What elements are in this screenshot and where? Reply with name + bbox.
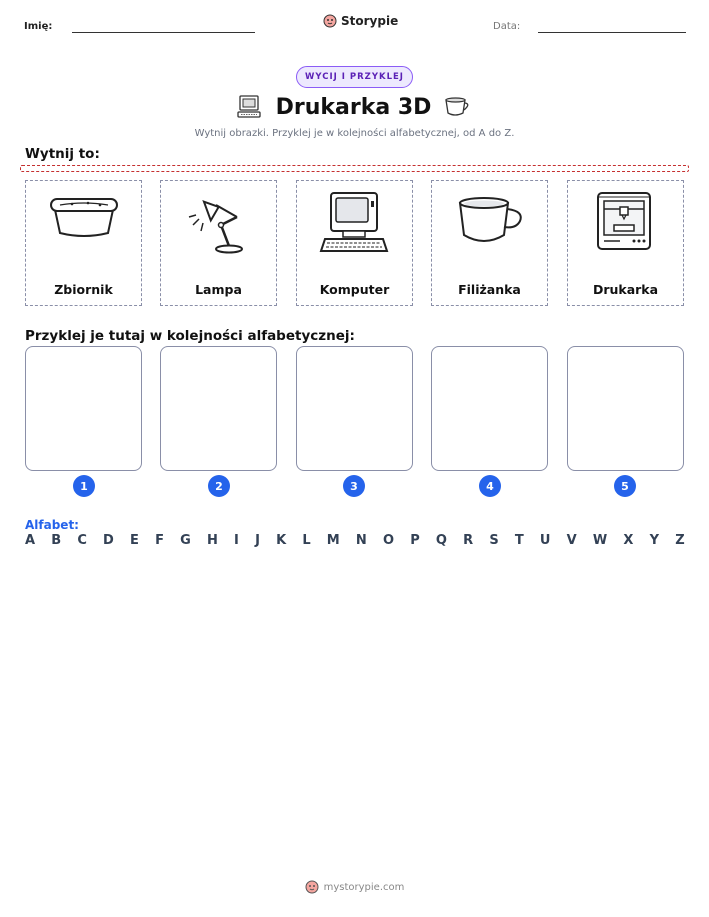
cup-small-icon <box>443 95 473 119</box>
letter: F <box>155 533 164 548</box>
storypie-mascot-icon <box>305 880 319 894</box>
date-label: Data: <box>493 21 521 32</box>
letter: O <box>382 533 395 548</box>
date-line[interactable] <box>538 32 686 33</box>
letter: X <box>623 533 634 548</box>
page-title: Drukarka 3D <box>275 94 432 120</box>
letter: V <box>566 533 577 548</box>
paste-slot-3[interactable] <box>296 346 413 471</box>
activity-badge: WYCIJ I PRZYKLEJ <box>296 66 413 88</box>
letter: Q <box>435 533 447 548</box>
letter: I <box>234 533 239 548</box>
footer-url[interactable]: mystorypie.com <box>323 881 405 893</box>
cut-heading: Wytnij to: <box>25 146 100 162</box>
cup-icon <box>454 189 526 249</box>
cut-card-komputer[interactable] <box>296 180 413 306</box>
instructions: Wytnij obrazki. Przyklej je w kolejności alfabetycznej, od A do Z. <box>194 128 515 139</box>
brand-name: Storypie <box>341 14 399 28</box>
name-label: Imię: <box>24 21 53 32</box>
brand-logo <box>323 14 398 28</box>
slot-number-5: 5 <box>614 475 636 497</box>
cut-line <box>20 165 689 172</box>
letter: M <box>326 533 340 548</box>
slot-number-2: 2 <box>208 475 230 497</box>
letter: S <box>489 533 499 548</box>
alphabet-title: Alfabet: <box>25 518 79 532</box>
slot-number-4: 4 <box>479 475 501 497</box>
paste-slot-2[interactable] <box>160 346 277 471</box>
letter: Z <box>675 533 685 548</box>
cut-card-lampa[interactable] <box>160 180 277 306</box>
letter: A <box>25 533 36 548</box>
cut-card-filizanka[interactable] <box>431 180 548 306</box>
name-line[interactable] <box>72 32 255 33</box>
letter: W <box>592 533 608 548</box>
paste-slot-5[interactable] <box>567 346 684 471</box>
letter: Y <box>649 533 660 548</box>
paste-slot-1[interactable] <box>25 346 142 471</box>
card-label: Zbiornik <box>54 282 113 297</box>
container-icon <box>48 189 120 249</box>
footer <box>0 880 709 894</box>
letter: C <box>77 533 87 548</box>
letter: K <box>276 533 287 548</box>
letter: E <box>130 533 139 548</box>
cut-card-zbiornik[interactable] <box>25 180 142 306</box>
3d-printer-icon <box>590 189 662 255</box>
letter: H <box>206 533 218 548</box>
card-label: Filiżanka <box>458 282 521 297</box>
letter: D <box>103 533 114 548</box>
slot-number-3: 3 <box>343 475 365 497</box>
letter: R <box>463 533 474 548</box>
slot-number-1: 1 <box>73 475 95 497</box>
computer-icon <box>319 189 391 255</box>
cut-card-drukarka[interactable] <box>567 180 684 306</box>
letter: G <box>180 533 191 548</box>
card-label: Komputer <box>319 282 390 297</box>
alphabet-row <box>25 533 685 548</box>
desk-lamp-icon <box>183 189 255 255</box>
letter: B <box>51 533 62 548</box>
letter: P <box>410 533 420 548</box>
page-title-row <box>200 92 509 122</box>
letter: N <box>355 533 367 548</box>
letter: U <box>539 533 551 548</box>
paste-slot-4[interactable] <box>431 346 548 471</box>
card-label: Drukarka <box>592 282 659 297</box>
paste-heading: Przyklej je tutaj w kolejności alfabetycznej: <box>25 328 355 344</box>
storypie-mascot-icon <box>323 14 337 28</box>
computer-small-icon <box>236 94 264 120</box>
letter: T <box>514 533 524 548</box>
letter: J <box>255 533 260 548</box>
letter: L <box>302 533 311 548</box>
card-label: Lampa <box>195 282 242 297</box>
